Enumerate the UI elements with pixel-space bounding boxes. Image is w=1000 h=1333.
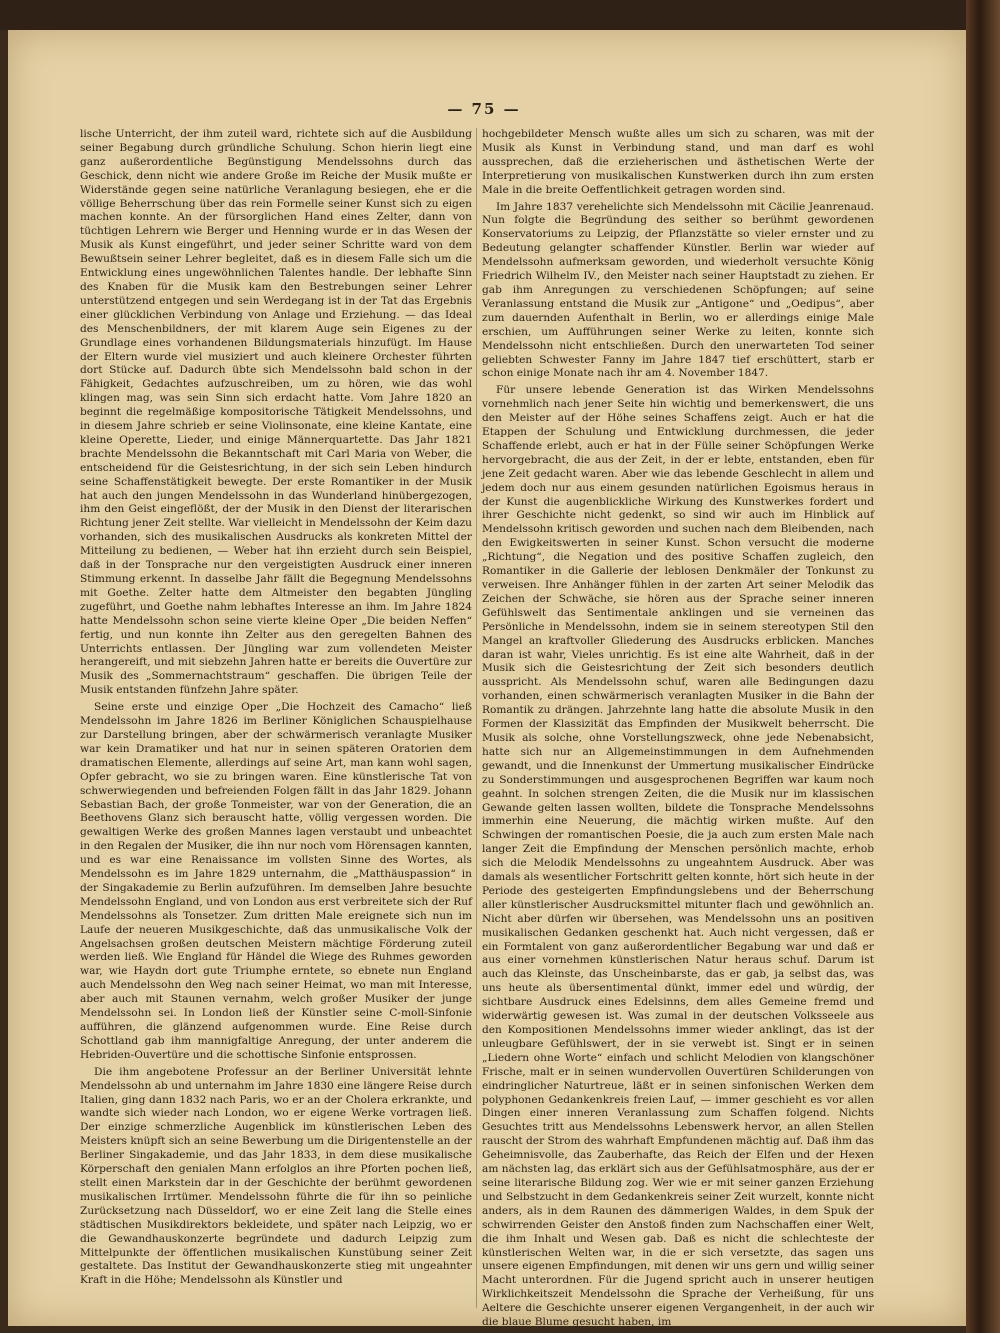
left-text-column — [80, 128, 472, 1288]
paragraph: hochgebildeter Mensch wußte alles um sich zu scharen, was mit der Musik als Kunst in Verbindung stand, und man darf es wohl aussprechen, daß die erzieherischen und ästhetischen Werte der Interpretierung von musikalischen Kunstwerken durch ihn zum ersten Male in die breite Oeffentlichkeit getragen worden sind. — [482, 128, 874, 196]
paragraph: Die ihm angebotene Professur an der Berliner Universität lehnte Mendelssohn ab und unternahm im Jahre 1830 eine längere Reise durch Italien, ging dann 1832 nach Paris, wo er an der Cholera erkrankte, und wandte sich wieder nach London, wo er eigene Werke vortragen ließ. Der einzige schmerzliche Augenblick im künstlerischen Leben des Meisters knüpft sich an seine Bewerbung um die Dirigentenstelle an der Berliner Singakademie, und das Jahr 1833, in dem diese musikalische Körperschaft den genialen Mann erfolglos an ihre Pforten pochen ließ, stellt einen Markstein dar in der Geschichte der berühmt gewordenen musikalischen Irrtümer. Mendelssohn führte die für ihn so peinliche Zurücksetzung nach Düsseldorf, wo er eine Zeit lang die Stelle eines städtischen Musikdirektors bekleidete, und später nach Leipzig, wo er die Gewandhauskonzerte begründete und dadurch Leipzig zum Mittelpunkte der öffentlichen musikalischen Kunstübung seiner Zeit gestaltete. Das Institut der Gewandhauskonzerte stieg mit ungeahnter Kraft in die Höhe; Mendelssohn als Künstler und — [80, 1065, 472, 1287]
book-spine-edge — [966, 0, 1000, 1333]
paragraph: Seine erste und einzige Oper „Die Hochzeit des Camacho“ ließ Mendelssohn im Jahre 1826 im Berliner Königlichen Schauspielhause zur Darstellung bringen, aber der schwärmerisch veranlagte Musiker war kein Dramatiker und hat nur in seinen späteren Oratorien dem dramatischen Elemente, allerdings auf seine Art, man kann wohl sagen, Opfer gebracht, wo sie zu bringen waren. Eine künstlerische Tat von schwerwiegenden und befreienden Folgen fällt in das Jahr 1829. Johann Sebastian Bach, der große Tonmeister, war von der Generation, die an Beethovens Glanz sich berauscht hatte, völlig vergessen worden. Die gewaltigen Werke des großen Mannes lagen verstaubt und unbeachtet in den Regalen der Musiker, die ihn nur noch vom Hörensagen kannten, und es war eine Renaissance im vollsten Sinne des Wortes, als Mendelssohn es im Jahre 1829 unternahm, die „Matthäuspassion“ in der Singakademie zu Berlin aufzuführen. Im demselben Jahre besuchte Mendelssohn England, und von London aus erst verbreitete sich der Ruf Mendelssohns als Tonsetzer. Zum dritten Male ereignete sich nun im Laufe der neueren Musikgeschichte, daß das unmusikalische Volk der Angelsachsen großen deutschen Meistern mächtige Förderung zuteil werden ließ. Wie England für Händel die Wiege des Ruhmes geworden war, wie Haydn dort gute Triumphe erntete, so ebnete nun England auch Mendelssohn den Weg nach seiner Heimat, wo man mit Interesse, aber auch mit Staunen vernahm, welch großer Musiker der junge Mendelssohn sei. In London ließ der Künstler seine C-moll-Sinfonie aufführen, die glänzend aufgenommen wurde. Eine Reise durch Schottland gab ihm mannigfaltige Anregung, der unter anderem die Hebriden-Ouvertüre und die schottische Sinfonie entsprossen. — [80, 701, 472, 1061]
paragraph: lische Unterricht, der ihm zuteil ward, richtete sich auf die Ausbildung seiner Begabung durch gründliche Schulung. Schon hierin liegt eine ganz außerordentliche Begünstigung Mendelssohns durch das Geschick, denn nicht wie andere Große im Reiche der Musik mußte er Widerstände gegen seine natürliche Veranlagung besiegen, ehe er die völlige Beherrschung über das rein Formelle seiner Kunst sich zu eigen machen konnte. An der fürsorglichen Hand eines Zelter, dann von tüchtigen Lehrern wie Berger und Henning wurde er in das Wesen der Musik als Kunst eingeführt, und jeder seiner Schritte ward von dem Bewußtsein seiner Lehrer begleitet, daß es in diesem Falle sich um die Entwicklung eines ungewöhnlichen Talentes handle. Der lebhafte Sinn des Knaben für die Musik kam den Bestrebungen seiner Lehrer unterstützend entgegen und sein Werdegang ist in der Tat das Ergebnis einer glücklichen Verbindung von Anlage und Erziehung. — das Ideal des Menschenbildners, der mit klarem Auge sein Eigenes zu der Grundlage eines vorhandenen Bildungsmaterials hinzufügt. Im Hause der Eltern wurde viel musiziert und auch kleinere Orchester führten dort Stücke auf. Dadurch übte sich Mendelssohn bald schon in der Fähigkeit, Gedachtes aufzuschreiben, um zu hören, wie das wohl klingen mag, was sein Sinn sich erdacht hatte. Vom Jahre 1820 an beginnt die regelmäßige kompositorische Tätigkeit Mendelssohns, und in diesem Jahre schrieb er seine Violinsonate, eine kleine Kantate, eine kleine Operette, Lieder, und einige Männerquartette. Das Jahr 1821 brachte Mendelssohn die Bekanntschaft mit Carl Maria von Weber, die entscheidend für die Geistesrichtung, in der sich sein Leben hindurch seine Schaffenstätigkeit bewegte. Der erste Romantiker in der Musik hat auch den jungen Mendelssohn in das Wunderland hinübergezogen, ihm den Geist eingeflößt, der der Musik in den Dienst der literarischen Richtung jener Zeit stellte. War vielleicht in Mendelssohn der Keim dazu vorhanden, sich des musikalischen Ausdrucks als konkreten Mittel der Mitteilung zu bedienen, — Weber hat ihn erzieht durch sein Beispiel, daß in der Tonsprache nur den vergeistigten Ausdruck einer inneren Stimmung erkennt. In dasselbe Jahr fällt die Begegnung Mendelssohns mit Goethe. Zelter hatte dem Altmeister den begabten Jüngling zugeführt, und Goethe nahm lebhaftes Interesse an ihm. Im Jahre 1824 hatte Mendelssohn schon seine vierte kleine Oper „Die beiden Neffen“ fertig, und nun konnte ihn Zelter aus den geregelten Bahnen des Unterrichts entlassen. Der Jüngling war zum vollendeten Meister herangereift, und mit siebzehn Jahren hatte er bereits die Ouvertüre zur Musik des „Sommernachtstraum“ geschaffen. Die übrigen Teile der Musik entstanden fünfzehn Jahre später. — [80, 128, 472, 697]
right-text-column — [482, 128, 874, 1330]
column-divider — [476, 128, 477, 1308]
page-number: — 75 — — [447, 100, 521, 118]
paragraph: Für unsere lebende Generation ist das Wirken Mendelssohns vornehmlich nach jener Seite hin wichtig und bemerkenswert, die uns den Meister auf der Höhe seines Schaffens zeigt. Auch er hat die Etappen der Schulung und Entwicklung durchmessen, die jeder Schaffende erlebt, auch er hat in der Fülle seiner Schöpfungen Werke hervorgebracht, die aus der Zeit, in der er lebte, entstanden, eben für jene Zeit gedacht waren. Aber wie das lebende Geschlecht in allem und jedem doch nur aus einem gesunden natürlichen Egoismus heraus in der Kunst die augenblickliche Wirkung des Kunstwerkes fordert und ihrer Geschichte nicht gedenkt, so sind wir auch im Hinblick auf Mendelssohn kritisch geworden und suchen nach dem Bleibenden, nach den Ewigkeitswerten in seiner Kunst. Schon versucht die moderne „Richtung“, die Negation und des positive Schaffen zugleich, den Romantiker in die Gallerie der leblosen Denkmäler der Tonkunst zu verweisen. Ihre Anhänger fühlen in der zarten Art seiner Melodik das Zeichen der Schwäche, sie hören aus der Sprache seiner inneren Gefühlswelt das Sentimentale anklingen und sie verneinen das Persönliche in Mendelssohn, indem sie in seinem stereotypen Stil den Mangel an kraftvoller Gliederung des Ausdrucks erblicken. Manches daran ist wahr, Vieles unrichtig. Es ist eine alte Wahrheit, daß in der Musik sich die Geistesrichtung der Zeit sich besonders deutlich ausspricht. Als Mendelssohn schuf, waren alle Bedingungen dazu vorhanden, einen schwärmerisch veranlagten Musiker in die Bahn der Romantik zu drängen. Jahrzehnte lang hatte die absolute Musik in den Formen der Klassizität das Empfinden der Musikwelt beherrscht. Die Musik als solche, ohne Vorstellungszweck, ohne jede Nebenabsicht, hatte sich nur an Allgemeinstimmungen in dem Aufnehmenden gewandt, und die Innenkunst der Ummertung musikalischer Eindrücke zu Sonderstimmungen und ausgesprochenen Begriffen war kaum noch geahnt. In solchen strengen Zeiten, die die Musik nur im klassischen Gewande gelten lassen wollten, bildete die Tonsprache Mendelssohns immerhin eine Neuerung, die mächtig wirken mußte. Auf den Schwingen der romantischen Poesie, die ja auch zum ersten Male nach langer Zeit die Empfindung der Menschen persönlich machte, erhob sich die Melodik Mendelssohns zu ungeahntem Ausdruck. Aber was damals als wesentlicher Fortschritt gelten konnte, hört sich heute in der Periode des gesteigerten Empfindungslebens und der Beherrschung aller künstlerischer Ausdrucksmittel mitunter flach und gewöhnlich an. Nicht aber dürfen wir übersehen, was Mendelssohn uns an positiven musikalischen Gedanken geschenkt hat. Auch nicht vergessen, daß er ein Formtalent von ganz außerordentlicher Begabung war und daß er aus einer vornehmen künstlerischen Natur heraus schuf. Darum ist auch das Kleinste, das Unscheinbarste, das er gab, ja selbst das, was uns heute als übersentimental dünkt, immer edel und würdig, der sichtbare Ausdruck eines Edelsinns, dem alles Gemeine fremd und widerwärtig gewesen ist. Was zumal in der deutschen Volksseele aus den Kompositionen Mendelssohns immer wieder anklingt, das ist der unleugbare Gefühlswert, der in sie verwebt ist. Singt er in seinen „Liedern ohne Worte“ einfach und schlicht Melodien von klangschöner Frische, malt er in seinen wundervollen Ouvertüren Schilderungen von eindringlicher Naturtreue, läßt er in seinen sinfonischen Werken dem polyphonen Gedankenkreis freien Lauf, — immer geschieht es vor allen Dingen einer inneren Veranlassung zum Schaffen folgend. Nichts Gesuchtes tritt aus Mendelssohns Lebenswerk hervor, an allen Stellen rauscht der Strom des wahrhaft Empfundenen mächtig auf. Daß ihm das Geheimnisvolle, das Zauberhafte, das Reich der Elfen und der Hexen am nächsten lag, das erklärt sich aus der Gefühlsatmosphäre, aus der er seine literarische Bildung zog. Wer wie er mit seiner ganzen Erziehung und Selbstzucht in dem Gedankenkreis seiner Zeit wurzelt, konnte nicht anders, als in dem Raunen des dämmerigen Waldes, in dem Spuk der schwirrenden Geister den Anstoß finden zum Nachschaffen einer Welt, die ihm Inhalt und Wesen gab. Daß es nicht die schlechteste der künstlerischen Welten war, in die er sich versetzte, das sagen uns unsere eigenen Empfindungen, mit denen wir uns gern und willig seiner Macht unterordnen. Für die Jugend spricht auch in unserer heutigen Wirklichkeitszeit Mendelssohn die Sprache der Verheißung, für uns Aeltere die Geschichte unserer eigenen Vergangenheit, in der auch wir die blaue Blume gesucht haben, im — [482, 384, 874, 1329]
scan-top-border — [0, 0, 1000, 30]
paragraph: Im Jahre 1837 verehelichte sich Mendelssohn mit Cäcilie Jeanrenaud. Nun folgte die Begründung des seither so berühmt gewordenen Konservatoriums zu Leipzig, der Pflanzstätte so vieler ernster und zu Bedeutung gelangter schaffender Künstler. Berlin war wieder auf Mendelssohn aufmerksam geworden, und wiederholt versuchte König Friedrich Wilhelm IV., den Meister nach seiner Hauptstadt zu ziehen. Er gab ihm Anregungen zu verschiedenen Schöpfungen; auf seine Veranlassung entstand die Musik zur „Antigone“ und „Oedipus“, aber zum dauernden Aufenthalt in Berlin, wo er allerdings einige Male erschien, um Aufführungen seiner Werke zu leiten, konnte sich Mendelssohn nicht entschließen. Durch den unerwarteten Tod seiner geliebten Schwester Fanny im Jahre 1847 tief erschüttert, starb er schon einige Monate nach ihr am 4. November 1847. — [482, 200, 874, 380]
